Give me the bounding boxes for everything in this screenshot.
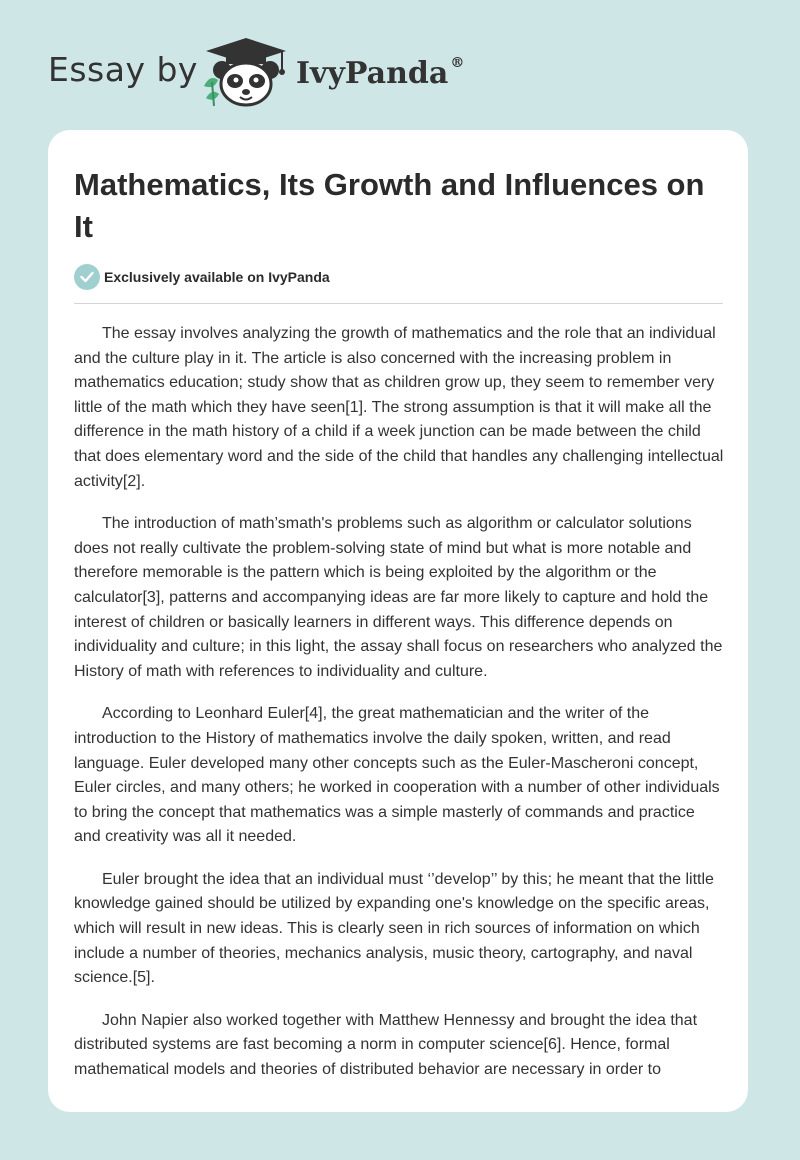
paragraph: The introduction of math’smath's problems such as algorithm or calculator solutions does not really cultivate the problem-solving state of mind but what is more notable and therefore memorable is the pattern which is being exploited by the algorithm or the calculator[3], patterns and accompanying ideas are far more likely to capture and hold the interest of children or basically learners in different ways. This difference depends on individuality and culture; in this light, the assay shall focus on researchers who analyzed the History of math with references to individuality and culture. xyxy=(74,515,723,680)
registered-mark: ® xyxy=(450,55,465,71)
essay-body xyxy=(74,322,724,1101)
brand-prefix: Essay by xyxy=(48,50,198,89)
brand-name-text: IvyPanda xyxy=(296,56,449,91)
check-circle-icon xyxy=(74,264,100,290)
brand-name xyxy=(296,55,464,91)
paragraph: John Napier also worked together with Matthew Hennessy and brought the idea that distributed systems are fast becoming a norm in computer science[6]. Hence, formal mathematical models and theories of distributed behavior are necessary in order to xyxy=(74,1011,698,1079)
paragraph: Euler brought the idea that an individual must ‘’develop’’ by this; he meant that the little knowledge gained should be utilized by expanding one's knowledge on the specific areas, which will result in new ideas. This is clearly seen in rich sources of information on which include a number of theories, mechanics analysis, music theory, cartography, and naval science.[5]. xyxy=(74,870,714,987)
panda-graduate-icon xyxy=(200,36,292,108)
divider xyxy=(74,303,723,304)
exclusive-label: Exclusively available on IvyPanda xyxy=(104,269,330,285)
site-header xyxy=(0,0,800,130)
paragraph: The essay involves analyzing the growth of mathematics and the role that an individual and the culture play in it. The article is also concerned with the increasing problem in mathematics education; study show that as children grow up, they seem to remember very little of the math which they have seen[1]. The strong assumption is that it will make all the difference in the math history of a child if a week junction can be made between the child that does elementary word and the side of the child that handles any challenging intellectual activity[2]. xyxy=(74,325,724,490)
paragraph: According to Leonhard Euler[4], the great mathematician and the writer of the introduction to the History of mathematics involve the daily spoken, written, and read language. Euler developed many other concepts such as the Euler-Mascheroni concept, Euler circles, and many others; he worked in cooperation with a number of other individuals to bring the concept that mathematics was a simple masterly of commands and practice and creativity was all it needed. xyxy=(74,705,720,846)
essay-card xyxy=(48,130,748,1112)
page-title: Mathematics, Its Growth and Influences on It xyxy=(74,167,705,244)
